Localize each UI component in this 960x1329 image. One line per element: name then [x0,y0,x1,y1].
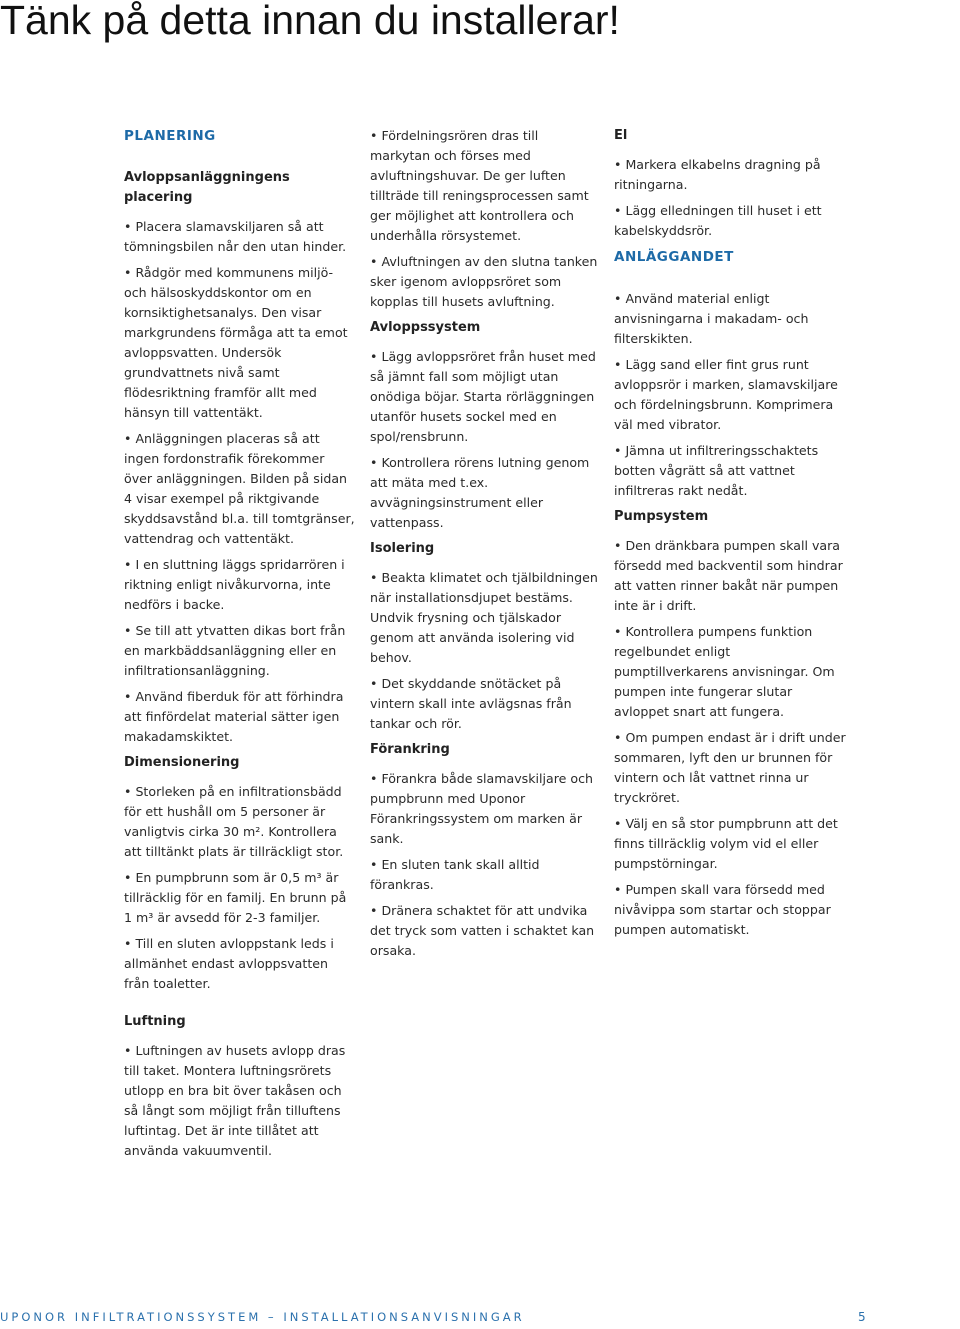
column-luftning [124,1012,356,1167]
subheading-isolering: Isolering [370,541,435,556]
list-item: • Jämna ut infiltreringsschaktets botten vågrätt så att vattnet infiltreras rakt nedåt. [614,441,846,501]
list-item: • Markera elkabelns dragning på ritningarna. [614,155,846,195]
list-item: • En sluten tank skall alltid förankras. [370,855,602,895]
list-item: • Luftningen av husets avlopp dras till taket. Montera luftningsrörets utlopp en bra bit över takåsen och så långt som möjligt från tilluftens luftintag. Det är inte tillåtet att använda vakuumventil. [124,1041,356,1161]
subheading-avloppssystem: Avloppssystem [370,320,481,335]
subheading-placering: Avloppsanläggningens placering [124,170,290,205]
list-item: • Storleken på en infiltrationsbädd för ett hushåll om 5 personer är vanligtvis cirka 30 m². Kontrollera att tilltänkt plats är tillräckligt stor. [124,782,356,862]
list-item: • Dränera schaktet för att undvika det tryck som vatten i schaktet kan orsaka. [370,901,602,961]
subheading-luftning: Luftning [124,1014,186,1029]
page-title: Tänk på detta innan du installerar! [0,0,620,43]
section-heading-planering: PLANERING [124,128,216,144]
list-item: • Den dränkbara pumpen skall vara försedd med backventil som hindrar att vatten rinner bakåt när pumpen inte är i drift. [614,536,846,616]
list-item: • Avluftningen av den slutna tanken sker igenom avloppsröret som kopplas till husets avluftning. [370,252,602,312]
list-item: • Lägg elledningen till huset i ett kabelskyddsrör. [614,201,846,241]
subheading-forankring: Förankring [370,742,450,757]
list-item: • Välj en så stor pumpbrunn att det finns tillräcklig volym vid el eller pumpstörningar. [614,814,846,874]
list-item: • Förankra både slamavskiljare och pumpbrunn med Uponor Förankringssystem om marken är sank. [370,769,602,849]
footer-text: UPONOR INFILTRATIONSSYSTEM – INSTALLATIONSANVISNINGAR [0,1310,525,1324]
list-item: • Placera slamavskiljaren så att tömningsbilen når den utan hinder. [124,217,356,257]
list-item: • Lägg avloppsröret från huset med så jämnt fall som möjligt utan onödiga böjar. Starta rörläggningen utanför husets sockel med en spol/rensbrunn. [370,347,602,447]
list-item: • I en sluttning läggs spridarrören i riktning enligt nivåkurvorna, inte nedförs i backe. [124,555,356,615]
list-item: • En pumpbrunn som är 0,5 m³ är tillräcklig för en familj. En brunn på 1 m³ är avsedd för 2-3 familjer. [124,868,356,928]
list-item: • Det skyddande snötäcket på vintern skall inte avlägsnas från tankar och rör. [370,674,602,734]
subheading-el: El [614,128,628,143]
list-item: • Till en sluten avloppstank leds i allmänhet endast avloppsvatten från toaletter. [124,934,356,994]
column-planering [124,126,356,1000]
subheading-pumpsystem: Pumpsystem [614,509,709,524]
subheading-dimensionering: Dimensionering [124,755,240,770]
list-item: • Fördelningsrören dras till markytan och förses med avluftningshuvar. De ger luften tillträde till reningsprocessen samt ger möjlighet att kontrollera och underhålla rörsystemet. [370,126,602,246]
list-item: • Se till att ytvatten dikas bort från en markbäddsanläggning eller en infiltrationsanläggning. [124,621,356,681]
list-item: • Beakta klimatet och tjälbildningen när installationsdjupet bestäms. Undvik frysning och tjälskador genom att använda isolering vid behov. [370,568,602,668]
list-item: • Pumpen skall vara försedd med nivåvippa som startar och stoppar pumpen automatiskt. [614,880,846,940]
list-item: • Använd material enligt anvisningarna i makadam- och filterskikten. [614,289,846,349]
list-item: • Kontrollera rörens lutning genom att mäta med t.ex. avvägningsinstrument eller vattenpass. [370,453,602,533]
list-item: • Anläggningen placeras så att ingen fordonstrafik förekommer över anläggningen. Bilden på sidan 4 visar exempel på riktgivande skyddsavstånd bl.a. till tomtgränser, vattendrag och vattentäkt. [124,429,356,549]
column-system [370,126,602,967]
page-number: 5 [858,1310,866,1324]
list-item: • Kontrollera pumpens funktion regelbundet enligt pumptillverkarens anvisningar. Om pumpen inte fungerar slutar avloppet snart att fungera. [614,622,846,722]
section-heading-anlaggandet: ANLÄGGANDET [614,249,734,265]
column-el-anlaggandet [614,126,846,946]
list-item: • Rådgör med kommunens miljö- och hälsoskyddskontor om en kornsiktighetsanalys. Den visar markgrundens förmåga att ta emot avloppsvatten. Undersök grundvattnets nivå samt flödesriktning framför allt med hänsyn till vattentäkt. [124,263,356,423]
list-item: • Om pumpen endast är i drift under sommaren, lyft den ur brunnen för vintern och låt vattnet rinna ur tryckröret. [614,728,846,808]
list-item: • Använd fiberduk för att förhindra att finfördelat material sätter igen makadamskiktet. [124,687,356,747]
list-item: • Lägg sand eller fint grus runt avloppsrör i marken, slamavskiljare och fördelningsbrunn. Komprimera väl med vibrator. [614,355,846,435]
